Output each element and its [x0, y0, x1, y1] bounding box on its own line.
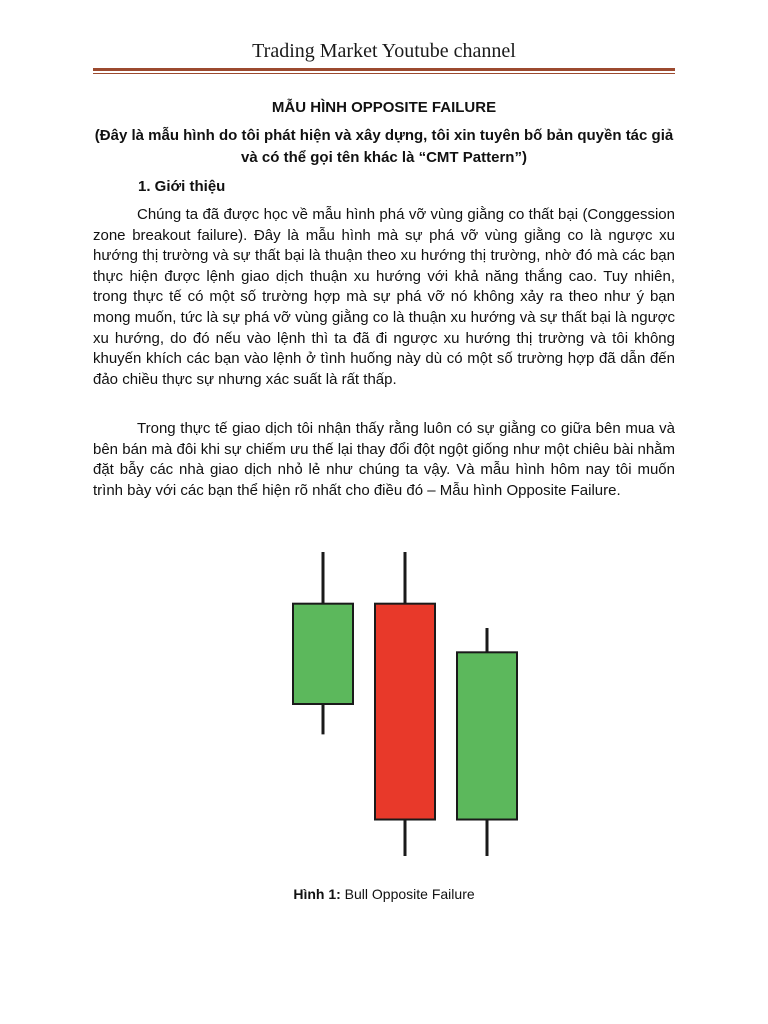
candlestick-diagram	[260, 536, 530, 876]
figure-caption-label: Hình 1:	[293, 886, 341, 902]
candle-3-body-bull	[457, 652, 517, 819]
section-heading-intro: 1. Giới thiệu	[138, 178, 226, 195]
candle-2-body-bear	[375, 604, 435, 820]
document-subtitle: (Đây là mẫu hình do tôi phát hiện và xây dựng, tôi xin tuyên bố bản quyền tác giả và có thể gọi tên khác là “CMT Pattern”)	[94, 127, 674, 166]
document-title: MẪU HÌNH OPPOSITE FAILURE	[271, 99, 497, 116]
header-rule-thick	[93, 68, 675, 71]
paragraph-intro-2: Trong thực tế giao dịch tôi nhận thấy rằng luôn có sự giằng co giữa bên mua và bên bán mà đôi khi sự chiếm ưu thế lại thay đổi đột ngột giống như một chiêu bài nhằm đặt bẫy các nhà giao dịch nhỏ lẻ như chúng ta vậy. Và mẫu hình hôm nay tôi muốn trình bày với các bạn thể hiện rõ nhất cho điều đó – Mẫu hình Opposite Failure.	[93, 420, 675, 499]
candle-1-body-bull	[293, 604, 353, 704]
paragraph-intro-1: Chúng ta đã được học về mẫu hình phá vỡ vùng giằng co thất bại (Conggession zone breakout failure). Đây là mẫu hình mà sự phá vỡ vùng giằng co là ngược xu hướng thị trường và sự thất bại là thuận theo xu hướng thị trường, nhờ đó mà các bạn thực hiện được lệnh giao dịch thuận xu hướng với khả năng thắng cao. Tuy nhiên, trong thực tế có một số trường hợp mà sự phá vỡ nó không xảy ra theo như ý bạn mong muốn, tức là sự phá vỡ vùng giằng co là thuận xu hướng và sự thất bại là ngược xu hướng, do đó nếu vào lệnh thì ta đã đi ngược xu hướng thị trường và tôi không khuyến khích các bạn vào lệnh ở tình huống này dù có một số trường hợp đã dẫn đến đảo chiều thực sự nhưng xác suất là rất thấp.	[93, 206, 675, 388]
figure-caption-text: Bull Opposite Failure	[340, 886, 475, 902]
header-channel-title: Trading Market Youtube channel	[252, 40, 516, 62]
header-rule-thin	[93, 73, 675, 74]
candlestick-figure	[260, 536, 530, 876]
figure-caption	[0, 886, 768, 902]
